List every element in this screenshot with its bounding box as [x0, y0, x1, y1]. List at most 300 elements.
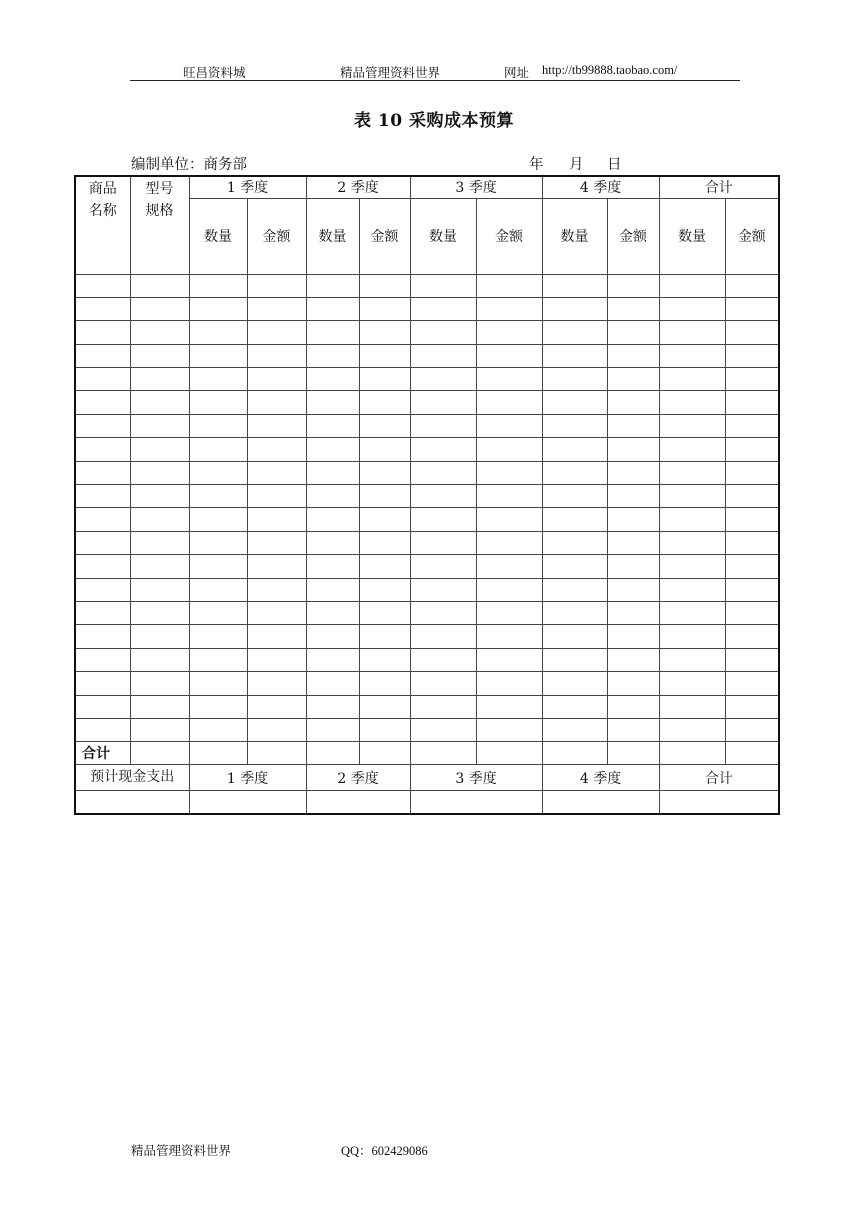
table-cell[interactable]	[476, 391, 542, 414]
table-cell[interactable]	[306, 485, 359, 508]
table-row	[75, 297, 779, 320]
table-cell[interactable]	[189, 274, 247, 297]
cash-value-cell[interactable]	[189, 791, 306, 814]
table-cell[interactable]	[75, 578, 130, 601]
table-cell[interactable]	[725, 485, 779, 508]
table-cell[interactable]	[607, 297, 659, 320]
table-cell[interactable]	[659, 672, 725, 695]
table-cell[interactable]	[410, 648, 476, 671]
header-row-quarters	[75, 176, 779, 198]
table-cell[interactable]	[306, 601, 359, 624]
table-cell[interactable]	[725, 695, 779, 718]
table-cell[interactable]	[306, 555, 359, 578]
table-cell[interactable]	[247, 297, 306, 320]
table-cell[interactable]	[247, 718, 306, 741]
table-cell[interactable]	[130, 601, 189, 624]
table-cell[interactable]	[130, 695, 189, 718]
cash-value-row	[75, 791, 779, 814]
header-url-label: 网址	[504, 65, 530, 80]
table-cell[interactable]	[247, 648, 306, 671]
table-cell[interactable]	[607, 508, 659, 531]
compiling-unit: 编制单位：商务部	[131, 157, 247, 173]
table-cell[interactable]	[476, 625, 542, 648]
table-cell[interactable]	[607, 414, 659, 437]
table-cell[interactable]	[725, 625, 779, 648]
table-cell[interactable]	[607, 461, 659, 484]
table-cell[interactable]	[359, 601, 410, 624]
table-cell[interactable]	[247, 274, 306, 297]
table-cell[interactable]	[607, 601, 659, 624]
product-header-line1: 商品	[88, 181, 117, 197]
table-cell[interactable]	[247, 321, 306, 344]
table-cell[interactable]	[725, 461, 779, 484]
table-cell[interactable]	[725, 578, 779, 601]
cash-value-cell[interactable]	[410, 791, 542, 814]
table-cell[interactable]	[607, 578, 659, 601]
table-cell[interactable]	[130, 718, 189, 741]
table-cell[interactable]	[659, 555, 725, 578]
table-cell[interactable]	[189, 297, 247, 320]
qty-header: 数量	[306, 198, 359, 274]
table-cell[interactable]	[659, 695, 725, 718]
table-cell[interactable]	[247, 601, 306, 624]
table-cell[interactable]	[659, 508, 725, 531]
table-cell[interactable]	[725, 508, 779, 531]
table-cell[interactable]	[476, 297, 542, 320]
table-cell[interactable]	[725, 321, 779, 344]
table-cell[interactable]	[476, 648, 542, 671]
table-cell[interactable]	[725, 344, 779, 367]
table-cell[interactable]	[247, 391, 306, 414]
table-cell[interactable]	[189, 695, 247, 718]
table-cell[interactable]	[410, 531, 476, 554]
table-cell[interactable]	[359, 508, 410, 531]
table-cell[interactable]	[410, 508, 476, 531]
table-cell[interactable]	[410, 274, 476, 297]
cash-value-cell[interactable]	[306, 791, 410, 814]
table-cell[interactable]	[607, 391, 659, 414]
table-cell[interactable]	[130, 344, 189, 367]
table-cell[interactable]	[542, 578, 607, 601]
table-cell[interactable]	[130, 414, 189, 437]
table-row	[75, 555, 779, 578]
table-cell[interactable]	[189, 368, 247, 391]
table-cell[interactable]	[359, 368, 410, 391]
table-cell[interactable]	[306, 508, 359, 531]
cash-quarter-header: 1 季度	[189, 765, 306, 791]
table-cell[interactable]	[410, 485, 476, 508]
table-cell[interactable]	[359, 461, 410, 484]
table-cell[interactable]	[75, 414, 130, 437]
table-cell[interactable]	[306, 368, 359, 391]
cash-value-cell	[75, 791, 189, 814]
table-cell[interactable]	[75, 274, 130, 297]
table-cell[interactable]	[542, 414, 607, 437]
table-cell[interactable]	[476, 414, 542, 437]
table-cell[interactable]	[542, 344, 607, 367]
table-cell[interactable]	[476, 368, 542, 391]
table-cell[interactable]	[247, 578, 306, 601]
table-cell[interactable]	[476, 695, 542, 718]
table-cell[interactable]	[476, 672, 542, 695]
table-cell[interactable]	[189, 742, 247, 765]
table-cell[interactable]	[130, 625, 189, 648]
table-cell[interactable]	[476, 438, 542, 461]
table-cell[interactable]	[607, 321, 659, 344]
quarter-header: 3 季度	[410, 176, 542, 198]
table-cell[interactable]	[725, 414, 779, 437]
table-cell[interactable]	[607, 438, 659, 461]
header-url[interactable]: http://tb99888.taobao.com/	[542, 63, 678, 77]
table-cell[interactable]	[659, 438, 725, 461]
table-cell[interactable]	[725, 391, 779, 414]
table-row	[75, 508, 779, 531]
table-cell[interactable]	[130, 368, 189, 391]
table-cell[interactable]	[725, 555, 779, 578]
table-cell[interactable]	[542, 485, 607, 508]
table-cell[interactable]	[607, 742, 659, 765]
table-cell[interactable]	[476, 344, 542, 367]
table-cell[interactable]	[659, 578, 725, 601]
table-cell[interactable]	[659, 648, 725, 671]
table-cell[interactable]	[75, 391, 130, 414]
table-cell[interactable]	[725, 742, 779, 765]
table-cell[interactable]	[659, 461, 725, 484]
table-cell[interactable]	[359, 297, 410, 320]
table-cell[interactable]	[189, 414, 247, 437]
table-cell[interactable]	[75, 344, 130, 367]
table-cell[interactable]	[725, 648, 779, 671]
table-cell[interactable]	[306, 344, 359, 367]
table-cell[interactable]	[476, 461, 542, 484]
table-cell[interactable]	[306, 578, 359, 601]
table-cell[interactable]	[725, 438, 779, 461]
table-cell[interactable]	[725, 368, 779, 391]
table-cell[interactable]	[542, 368, 607, 391]
table-cell[interactable]	[410, 555, 476, 578]
table-row	[75, 414, 779, 437]
table-cell[interactable]	[542, 695, 607, 718]
table-cell[interactable]	[247, 368, 306, 391]
table-cell[interactable]	[75, 438, 130, 461]
table-cell[interactable]	[410, 742, 476, 765]
table-cell[interactable]	[476, 578, 542, 601]
table-cell[interactable]	[75, 555, 130, 578]
amount-header: 金额	[476, 198, 542, 274]
table-cell[interactable]	[306, 321, 359, 344]
table-row	[75, 344, 779, 367]
table-cell[interactable]	[607, 718, 659, 741]
table-cell[interactable]	[659, 718, 725, 741]
table-cell[interactable]	[542, 297, 607, 320]
table-cell[interactable]	[542, 438, 607, 461]
table-cell[interactable]	[659, 601, 725, 624]
table-cell[interactable]	[75, 485, 130, 508]
table-cell[interactable]	[247, 461, 306, 484]
table-cell[interactable]	[476, 321, 542, 344]
table-cell[interactable]	[410, 625, 476, 648]
table-cell[interactable]	[247, 438, 306, 461]
table-cell[interactable]	[247, 344, 306, 367]
table-cell[interactable]	[189, 344, 247, 367]
table-cell[interactable]	[306, 531, 359, 554]
table-cell[interactable]	[189, 485, 247, 508]
table-cell[interactable]	[130, 578, 189, 601]
table-cell[interactable]	[75, 297, 130, 320]
table-row	[75, 578, 779, 601]
table-cell[interactable]	[410, 578, 476, 601]
product-header-line2: 名称	[88, 203, 117, 219]
quarter-header: 2 季度	[306, 176, 410, 198]
table-cell[interactable]	[659, 297, 725, 320]
table-row	[75, 438, 779, 461]
table-cell[interactable]	[542, 461, 607, 484]
table-cell[interactable]	[659, 414, 725, 437]
table-cell[interactable]	[189, 555, 247, 578]
table-cell[interactable]	[75, 625, 130, 648]
qty-header: 数量	[189, 198, 247, 274]
table-cell[interactable]	[130, 531, 189, 554]
table-cell[interactable]	[306, 672, 359, 695]
table-cell[interactable]	[306, 742, 359, 765]
table-cell[interactable]	[476, 274, 542, 297]
table-cell[interactable]	[542, 531, 607, 554]
table-cell[interactable]	[130, 672, 189, 695]
table-cell[interactable]	[75, 508, 130, 531]
table-cell[interactable]	[659, 368, 725, 391]
cash-quarter-header: 2 季度	[306, 765, 410, 791]
table-cell[interactable]	[607, 672, 659, 695]
table-cell[interactable]	[75, 368, 130, 391]
table-cell[interactable]	[130, 297, 189, 320]
table-cell[interactable]	[359, 531, 410, 554]
table-cell[interactable]	[725, 672, 779, 695]
table-cell[interactable]	[75, 461, 130, 484]
table-cell[interactable]	[189, 391, 247, 414]
cash-header-row	[75, 765, 779, 791]
table-cell[interactable]	[359, 648, 410, 671]
table-cell[interactable]	[306, 648, 359, 671]
table-row	[75, 695, 779, 718]
table-cell[interactable]	[130, 555, 189, 578]
table-cell[interactable]	[247, 695, 306, 718]
table-cell[interactable]	[189, 531, 247, 554]
table-cell[interactable]	[659, 531, 725, 554]
table-cell[interactable]	[607, 344, 659, 367]
table-cell[interactable]	[725, 531, 779, 554]
table-cell[interactable]	[130, 485, 189, 508]
table-cell[interactable]	[659, 321, 725, 344]
table-cell[interactable]	[359, 414, 410, 437]
page-title: 表 10 采购成本预算	[354, 111, 514, 131]
table-cell[interactable]	[542, 672, 607, 695]
table-cell[interactable]	[359, 578, 410, 601]
table-cell[interactable]	[247, 414, 306, 437]
table-cell[interactable]	[410, 695, 476, 718]
table-cell[interactable]	[306, 274, 359, 297]
table-cell[interactable]	[659, 391, 725, 414]
table-cell[interactable]	[130, 508, 189, 531]
table-cell[interactable]	[410, 391, 476, 414]
table-cell[interactable]	[542, 321, 607, 344]
table-cell[interactable]	[542, 625, 607, 648]
table-cell[interactable]	[75, 648, 130, 671]
table-cell[interactable]	[359, 555, 410, 578]
table-cell[interactable]	[306, 461, 359, 484]
table-cell[interactable]	[306, 438, 359, 461]
table-cell[interactable]	[247, 508, 306, 531]
table-cell[interactable]	[725, 274, 779, 297]
table-cell[interactable]	[359, 274, 410, 297]
table-cell[interactable]	[410, 297, 476, 320]
total-row	[75, 742, 779, 765]
table-cell[interactable]	[542, 555, 607, 578]
table-row	[75, 648, 779, 671]
purchase-cost-budget-table	[74, 175, 780, 815]
table-cell[interactable]	[542, 742, 607, 765]
table-cell[interactable]	[359, 321, 410, 344]
table-cell[interactable]	[130, 321, 189, 344]
table-cell[interactable]	[659, 344, 725, 367]
table-cell[interactable]	[659, 742, 725, 765]
table-cell[interactable]	[247, 531, 306, 554]
qty-header: 数量	[410, 198, 476, 274]
table-cell[interactable]	[247, 485, 306, 508]
table-cell[interactable]	[189, 672, 247, 695]
table-cell[interactable]	[476, 508, 542, 531]
table-cell[interactable]	[75, 672, 130, 695]
table-cell[interactable]	[607, 625, 659, 648]
table-row	[75, 601, 779, 624]
table-cell[interactable]	[130, 391, 189, 414]
table-cell[interactable]	[359, 391, 410, 414]
table-cell[interactable]	[476, 601, 542, 624]
table-cell[interactable]	[306, 414, 359, 437]
table-cell[interactable]	[410, 368, 476, 391]
table-cell[interactable]	[476, 718, 542, 741]
table-cell[interactable]	[542, 391, 607, 414]
cash-total-header: 合计	[659, 765, 779, 791]
table-cell[interactable]	[659, 485, 725, 508]
model-header-line1: 型号	[145, 181, 174, 197]
table-cell[interactable]	[189, 625, 247, 648]
table-cell[interactable]	[189, 508, 247, 531]
table-cell[interactable]	[189, 461, 247, 484]
table-cell[interactable]	[306, 391, 359, 414]
table-cell[interactable]	[542, 274, 607, 297]
table-cell[interactable]	[607, 695, 659, 718]
table-row	[75, 485, 779, 508]
table-cell[interactable]	[130, 461, 189, 484]
table-cell[interactable]	[359, 438, 410, 461]
table-cell[interactable]	[607, 531, 659, 554]
table-cell[interactable]	[247, 742, 306, 765]
table-cell[interactable]	[542, 508, 607, 531]
table-cell[interactable]	[247, 625, 306, 648]
table-cell[interactable]	[659, 274, 725, 297]
table-cell[interactable]	[410, 344, 476, 367]
table-row	[75, 672, 779, 695]
cash-value-cell[interactable]	[542, 791, 659, 814]
footer-qq: QQ：602429086	[341, 1144, 428, 1158]
amount-header: 金额	[607, 198, 659, 274]
table-cell[interactable]	[359, 742, 410, 765]
table-cell[interactable]	[410, 461, 476, 484]
table-cell[interactable]	[359, 718, 410, 741]
table-cell[interactable]	[189, 648, 247, 671]
table-cell[interactable]	[725, 297, 779, 320]
table-cell[interactable]	[542, 601, 607, 624]
table-cell[interactable]	[410, 438, 476, 461]
table-cell[interactable]	[476, 742, 542, 765]
table-cell[interactable]	[359, 695, 410, 718]
table-cell[interactable]	[410, 414, 476, 437]
table-cell[interactable]	[189, 601, 247, 624]
table-cell[interactable]	[75, 695, 130, 718]
date-year: 年	[529, 157, 544, 173]
date-day: 日	[607, 157, 622, 173]
amount-header: 金额	[725, 198, 779, 274]
table-cell[interactable]	[189, 438, 247, 461]
table-cell[interactable]	[306, 625, 359, 648]
table-cell[interactable]	[607, 368, 659, 391]
table-cell[interactable]	[542, 648, 607, 671]
table-cell[interactable]	[476, 555, 542, 578]
table-cell[interactable]	[659, 625, 725, 648]
table-cell[interactable]	[75, 531, 130, 554]
table-cell[interactable]	[476, 485, 542, 508]
table-cell[interactable]	[75, 718, 130, 741]
table-cell[interactable]	[359, 672, 410, 695]
table-cell[interactable]	[247, 672, 306, 695]
table-cell[interactable]	[542, 718, 607, 741]
table-cell[interactable]	[607, 648, 659, 671]
cash-quarter-header: 3 季度	[410, 765, 542, 791]
table-cell[interactable]	[306, 718, 359, 741]
table-cell[interactable]	[476, 531, 542, 554]
table-cell[interactable]	[410, 672, 476, 695]
table-cell[interactable]	[130, 438, 189, 461]
table-cell[interactable]	[725, 601, 779, 624]
table-cell[interactable]	[410, 601, 476, 624]
table-cell[interactable]	[130, 648, 189, 671]
table-row	[75, 321, 779, 344]
table-cell[interactable]	[189, 578, 247, 601]
table-cell[interactable]	[306, 297, 359, 320]
qty-header: 数量	[542, 198, 607, 274]
table-cell[interactable]	[359, 344, 410, 367]
table-cell[interactable]	[130, 742, 189, 765]
table-cell[interactable]	[359, 625, 410, 648]
table-cell[interactable]	[725, 718, 779, 741]
table-row	[75, 625, 779, 648]
table-cell[interactable]	[189, 321, 247, 344]
table-cell[interactable]	[607, 555, 659, 578]
table-cell[interactable]	[75, 321, 130, 344]
cash-value-cell[interactable]	[659, 791, 779, 814]
table-cell[interactable]	[247, 555, 306, 578]
table-cell[interactable]	[189, 718, 247, 741]
table-cell[interactable]	[306, 695, 359, 718]
table-cell[interactable]	[410, 321, 476, 344]
table-cell[interactable]	[410, 718, 476, 741]
table-cell[interactable]	[130, 274, 189, 297]
table-cell[interactable]	[359, 485, 410, 508]
table-cell[interactable]	[607, 485, 659, 508]
date-month: 月	[569, 157, 584, 173]
table-cell[interactable]	[75, 601, 130, 624]
table-cell[interactable]	[607, 274, 659, 297]
